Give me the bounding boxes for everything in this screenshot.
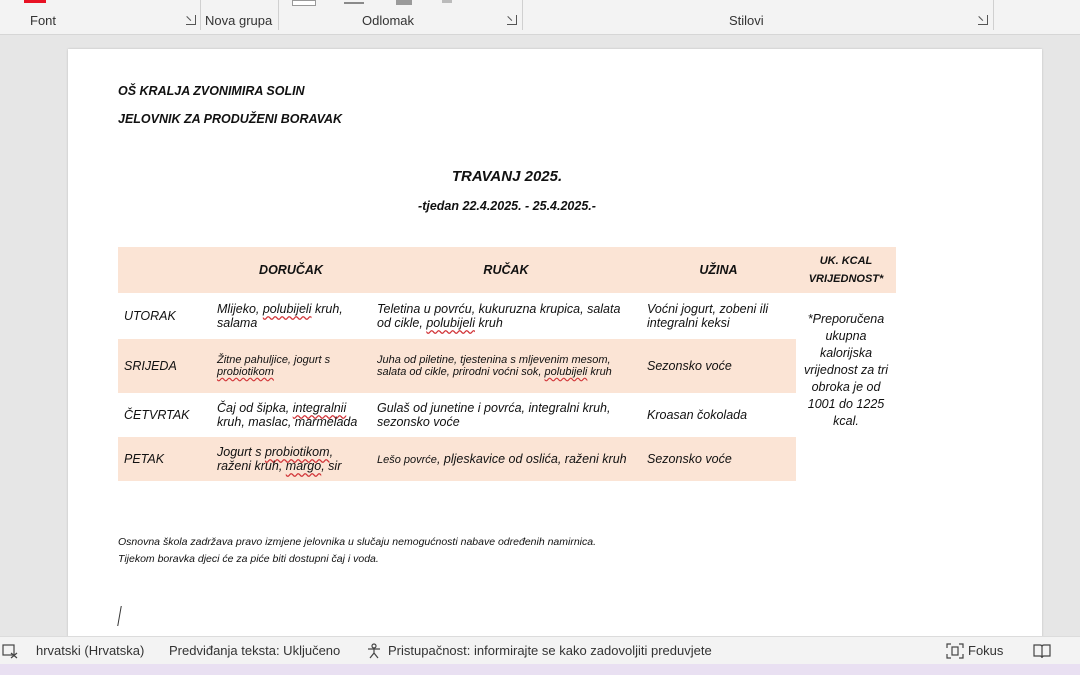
table-header-row bbox=[118, 247, 896, 293]
document-page[interactable] bbox=[68, 49, 1042, 639]
snack-cell: Sezonsko voće bbox=[641, 339, 796, 393]
breakfast-cell: Čaj od šipka, integralnii kruh, maslac, marmelada bbox=[217, 401, 358, 429]
table-row bbox=[118, 339, 896, 393]
focus-icon[interactable] bbox=[946, 643, 964, 662]
spellcheck-icon[interactable] bbox=[2, 643, 18, 662]
read-mode-icon[interactable] bbox=[1033, 643, 1051, 662]
paragraph-dialog-launcher-icon[interactable] bbox=[507, 15, 517, 25]
accessibility-icon[interactable] bbox=[365, 643, 383, 662]
focus-button[interactable]: Fokus bbox=[968, 643, 1004, 658]
snack-cell: Voćni jogurt, zobeni ili integralni keksi bbox=[647, 302, 769, 330]
ribbon-separator bbox=[522, 0, 523, 30]
ribbon-control-fragment[interactable] bbox=[292, 0, 316, 6]
header-breakfast: DORUČAK bbox=[211, 247, 371, 293]
ribbon-group-odlomak: Odlomak bbox=[362, 13, 415, 28]
text-predictions-status[interactable]: Predviđanja teksta: Uključeno bbox=[169, 643, 341, 658]
menu-subtitle: JELOVNIK ZA PRODUŽENI BORAVAK bbox=[118, 112, 343, 126]
lunch-cell: Juha od piletine, tjestenina s mljevenim mesom, salata od cikle, prirodni voćni sok, polubijeli kruh bbox=[371, 339, 641, 393]
ribbon bbox=[0, 0, 1080, 35]
text-cursor bbox=[117, 606, 122, 626]
header-kcal: UK. KCAL VRIJEDNOST* bbox=[796, 247, 896, 293]
snack-cell: Kroasan čokolada bbox=[647, 408, 748, 422]
ribbon-control-fragment[interactable] bbox=[396, 0, 412, 5]
ribbon-control-fragment[interactable] bbox=[344, 2, 364, 4]
week-range: -tjedan 22.4.2025. - 25.4.2025.- bbox=[418, 199, 596, 213]
status-bar bbox=[0, 636, 1080, 665]
red-accent bbox=[24, 0, 46, 3]
kcal-note-cell: *Preporučena ukupna kalorijska vrijednost za tri obroka je od 1001 do 1225 kcal. bbox=[803, 312, 889, 428]
header-snack: UŽINA bbox=[641, 247, 796, 293]
breakfast-cell: Mlijeko, polubijeli kruh, salama bbox=[217, 302, 343, 330]
taskbar-strip bbox=[0, 664, 1080, 675]
table-row bbox=[118, 437, 896, 481]
language-status[interactable]: hrvatski (Hrvatska) bbox=[36, 643, 145, 658]
menu-table bbox=[118, 247, 896, 481]
footnote-1: Osnovna škola zadržava pravo izmjene jelovnika u slučaju nemogućnosti nabave određenih namirnica. bbox=[118, 536, 597, 548]
ribbon-separator bbox=[200, 0, 201, 30]
school-name: OŠ KRALJA ZVONIMIRA SOLIN bbox=[118, 84, 305, 98]
lunch-cell: Gulaš od junetine i povrća, integralni kruh, sezonsko voće bbox=[377, 401, 611, 429]
footnote-2: Tijekom boravka djeci će za piće biti dostupni čaj i voda. bbox=[118, 553, 379, 565]
ribbon-control-fragment[interactable] bbox=[442, 0, 452, 3]
ribbon-separator bbox=[278, 0, 279, 30]
header-empty-cell bbox=[118, 247, 211, 293]
breakfast-cell: Jogurt s probiotikom, raženi kruh, margo, sir bbox=[211, 437, 371, 481]
table-row bbox=[118, 293, 896, 339]
day-cell: SRIJEDA bbox=[118, 339, 211, 393]
day-cell: UTORAK bbox=[124, 309, 176, 323]
day-cell: ČETVRTAK bbox=[124, 408, 190, 422]
day-cell: PETAK bbox=[118, 437, 211, 481]
snack-cell: Sezonsko voće bbox=[641, 437, 796, 481]
breakfast-cell: Žitne pahuljice, jogurt s probiotikom bbox=[211, 339, 371, 393]
ribbon-separator bbox=[993, 0, 994, 30]
ribbon-group-nova-grupa: Nova grupa bbox=[205, 13, 273, 28]
ribbon-group-stilovi: Stilovi bbox=[729, 13, 764, 28]
header-lunch: RUČAK bbox=[371, 247, 641, 293]
ribbon-group-font: Font bbox=[30, 13, 57, 28]
month-title: TRAVANJ 2025. bbox=[451, 168, 563, 185]
accessibility-status[interactable]: Pristupačnost: informirajte se kako zadovoljiti preduvjete bbox=[388, 643, 712, 658]
styles-dialog-launcher-icon[interactable] bbox=[978, 15, 988, 25]
font-dialog-launcher-icon[interactable] bbox=[186, 15, 196, 25]
lunch-cell: Teletina u povrću, kukuruzna krupica, salata od cikle, polubijeli kruh bbox=[377, 302, 621, 330]
lunch-cell: Lešo povrće, pljeskavice od oslića, raženi kruh bbox=[371, 437, 641, 481]
table-row bbox=[118, 393, 896, 437]
